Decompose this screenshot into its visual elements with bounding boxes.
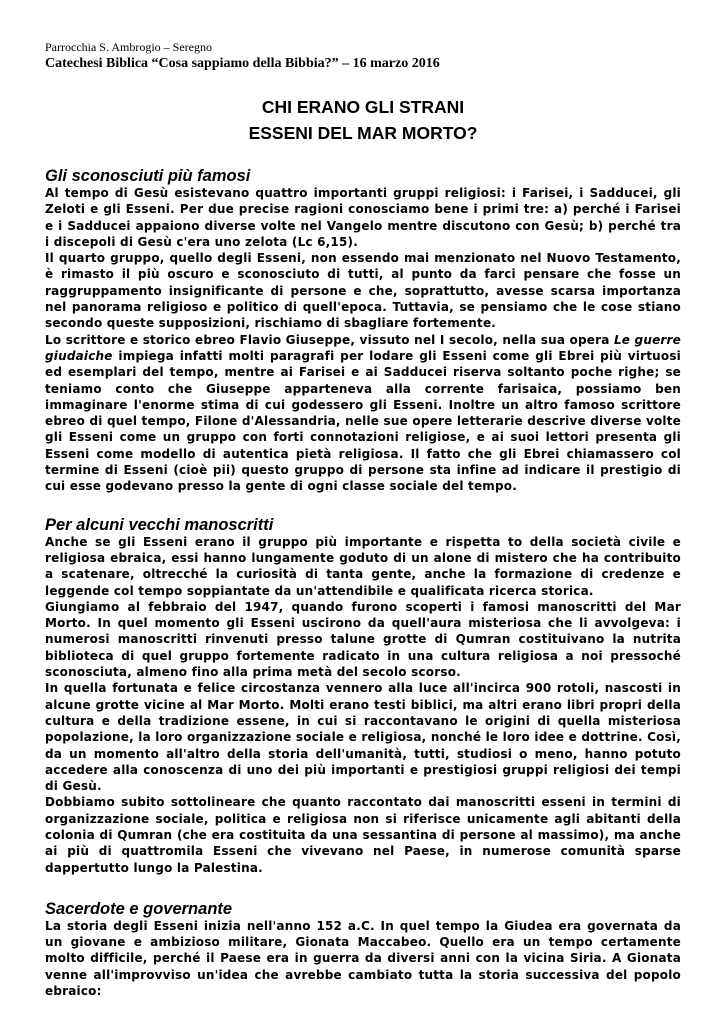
paragraph: [45, 332, 681, 495]
catechesis-subtitle: Catechesi Biblica “Cosa sappiamo della Bibbia?” – 16 marzo 2016: [45, 56, 440, 71]
paragraph: In quella fortunata e felice circostanza vennero alla luce all'incirca 900 rotoli, nascosti in alcune grotte vicine al Mar Morto. Molti erano testi biblici, ma altri erano libri propri della cultura e della tradizione essene, in cui si raccontavano le origini di quella misteriosa popolazione, la loro organizzazione sociale e religiosa, nonché le loro idee e dottrine. Così, da un momento all'altro della storia dell'umanità, tutti, studiosi o meno, hanno potuto accedere alla conoscenza di uno dei più importanti e prestigiosi gruppi religiosi dei tempi di Gesù.: [45, 681, 681, 794]
paragraph: Giungiamo al febbraio del 1947, quando furono scoperti i famosi manoscritti del Mar Morto. In quel momento gli Esseni uscirono da quell'aura misteriosa che li avvolgeva: i numerosi manoscritti rinvenuti presso talune grotte di Qumran costituivano la nutrita biblioteca di quel gruppo fortemente radicato in una cultura religiosa a noi pressoché sconosciuta, almeno fino alla prima metà del secolo scorso.: [45, 599, 681, 680]
section-heading: Gli sconosciuti più famosi: [45, 167, 251, 185]
section-old-manuscripts: [45, 516, 681, 876]
title-line-1: CHI ERANO GLI STRANI: [261, 97, 465, 117]
paragraph-text: Lo scrittore e storico ebreo Flavio Giuseppe, vissuto nel I secolo, nella sua opera: [45, 332, 614, 347]
document-title: [45, 94, 681, 146]
paragraph: La storia degli Esseni inizia nell'anno 152 a.C. In quel tempo la Giudea era governata da un giovane e ambizioso militare, Gionata Maccabeo. Quello era un tempo certamente molto difficile, perché il Paese era in guerra da diversi anni con la vicina Siria. A Gionata venne all'improvviso un'idea che avrebbe cambiato tutta la storia successiva del popolo ebraico:: [45, 918, 681, 999]
title-line-2: ESSENI DEL MAR MORTO?: [248, 123, 478, 143]
paragraph: Dobbiamo subito sottolineare che quanto raccontato dai manoscritti esseni in termini di organizzazione sociale, politica e religiosa non si riferisce unicamente agli abitanti della colonia di Qumran (che era costituita da una sessantina di persone al massimo), ma anche ai più di quattromila Esseni che vivevano nel Paese, in numerose comunità sparse dappertutto lungo la Palestina.: [45, 795, 681, 875]
parish-name: Parrocchia S. Ambrogio – Seregno: [45, 40, 212, 54]
section-priest-and-ruler: [45, 900, 681, 999]
section-heading: Sacerdote e governante: [45, 899, 233, 918]
section-famous-unknowns: [45, 167, 681, 495]
section-heading: Per alcuni vecchi manoscritti: [45, 515, 274, 534]
paragraph: Al tempo di Gesù esistevano quattro importanti gruppi religiosi: i Farisei, i Sadducei, gli Zeloti e gli Esseni. Per due precise ragioni conosciamo bene i primi tre: a) perché i Farisei e i Sadducei appaiono diverse volte nel Vangelo mentre discutono con Gesù; b) perché tra i discepoli di Gesù c'era uno zelota (Lc 6,15).: [45, 186, 681, 249]
book-title: Le guerre giudaiche: [45, 332, 681, 363]
paragraph: Il quarto gruppo, quello degli Esseni, non essendo mai menzionato nel Nuovo Testamento, è rimasto il più oscuro e sconosciuto di tutti, al punto da farci pensare che fosse un raggruppamento insignificante di persone e che, soprattutto, avesse scarsa importanza nel panorama religioso e politico di quell'epoca. Tuttavia, se pensiamo che le cose stiano secondo queste supposizioni, rischiamo di sbagliare fortemente.: [45, 251, 681, 331]
paragraph: Anche se gli Esseni erano il gruppo più importante e rispetta to della società civile e religiosa ebraica, essi hanno lungamente goduto di un alone di mistero che ha contribuito a scatenare, oltrecché la curiosità di tanta gente, anche la formazione di credenze e leggende col tempo soppiantate da un'attendibile e qualificata ricerca storica.: [45, 534, 681, 598]
paragraph-text: impiega infatti molti paragrafi per lodare gli Esseni come gli Ebrei più virtuosi ed esemplari del tempo, mentre ai Farisei e ai Sadducei riserva soltanto poche righe; se teniamo conto che Giuseppe apparteneva alla corrente farisaica, possiamo ben immaginare l'enorme stima di cui godessero gli Esseni. Inoltre un altro famoso scrittore ebreo di quel tempo, Filone d'Alessandria, nelle sue opere letterarie descrive diverse volte gli Esseni come un gruppo con forti connotazioni religiose, e ai suoi lettori presenta gli Esseni come modello di autentica pietà religiosa. Il fatto che gli Ebrei chiamassero col termine di Esseni (cioè pii) questo gruppo di persone sta infine ad indicare il prestigio di cui esse godevano presso la gente di ogni classe sociale del tempo.: [45, 348, 681, 494]
document-page: [45, 40, 681, 999]
